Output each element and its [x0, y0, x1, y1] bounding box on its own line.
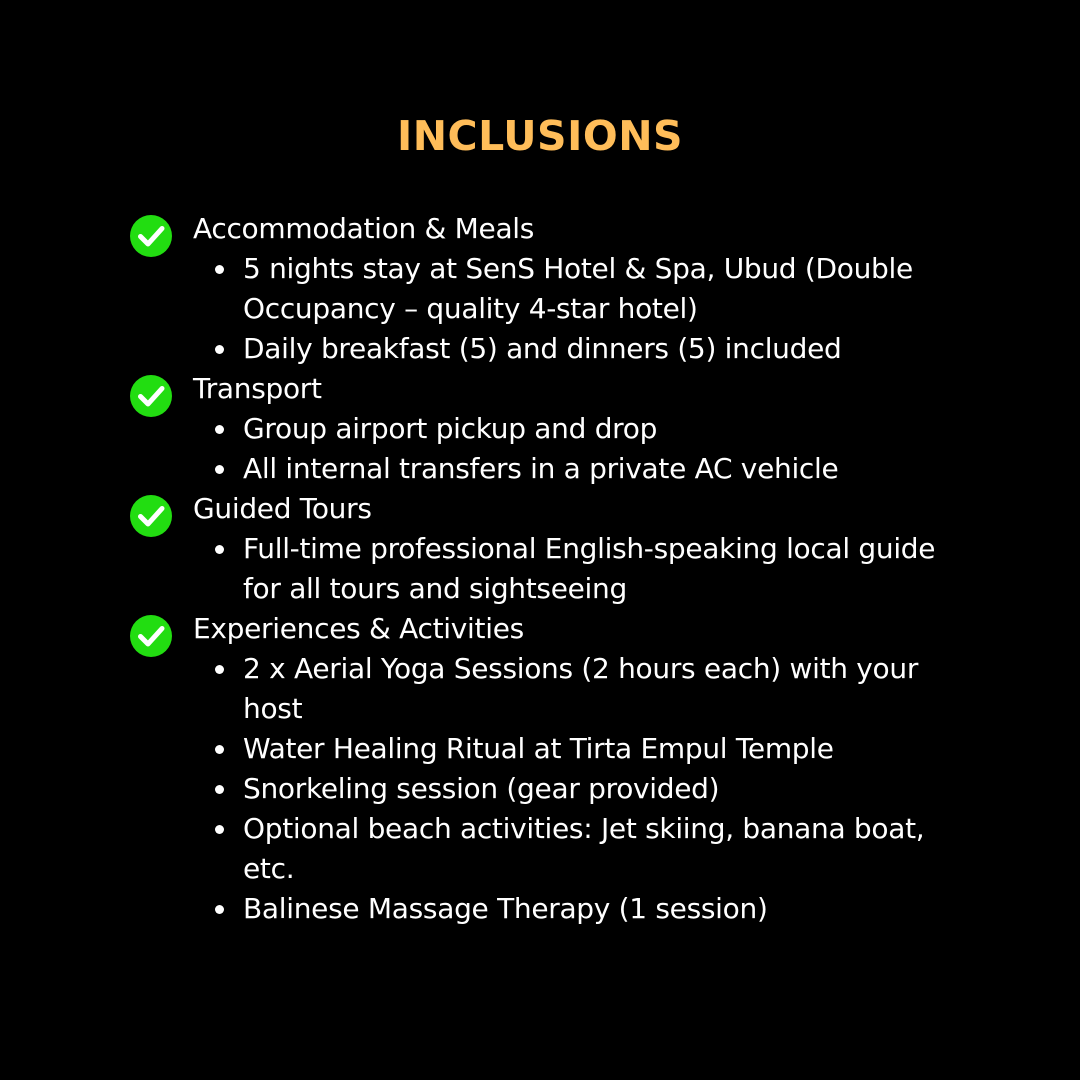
bullet-list [0, 409, 1080, 489]
list-item-text: Water Healing Ritual at Tirta Empul Temple [243, 732, 834, 765]
list-item [0, 889, 1080, 929]
list-item-text: Daily breakfast (5) and dinners (5) included [243, 332, 842, 365]
section-experiences-activities [0, 609, 1080, 929]
list-item [0, 769, 1080, 809]
list-item-text: 5 nights stay at SenS Hotel & Spa, Ubud (Double Occupancy – quality 4-star hotel) [243, 252, 913, 325]
list-item-text: Group airport pickup and drop [243, 412, 658, 445]
list-item-text: All internal transfers in a private AC vehicle [243, 452, 839, 485]
bullet-dot [215, 265, 224, 274]
list-item [0, 529, 1080, 609]
bullet-list [0, 649, 1080, 929]
list-item [0, 329, 1080, 369]
inclusions-list [0, 209, 1080, 929]
section-heading-row [0, 489, 1080, 529]
list-item-text: Snorkeling session (gear provided) [243, 772, 720, 805]
section-heading: Experiences & Activities [193, 612, 524, 645]
section-heading: Accommodation & Meals [193, 212, 535, 245]
list-item [0, 649, 1080, 729]
list-item [0, 809, 1080, 889]
list-item-text: 2 x Aerial Yoga Sessions (2 hours each) with your host [243, 652, 919, 725]
section-heading: Transport [193, 372, 322, 405]
bullet-list [0, 249, 1080, 369]
list-item [0, 729, 1080, 769]
section-transport [0, 369, 1080, 489]
section-heading-row [0, 369, 1080, 409]
bullet-dot [215, 465, 224, 474]
list-item-text: Balinese Massage Therapy (1 session) [243, 892, 768, 925]
section-heading-row [0, 609, 1080, 649]
list-item-text: Full-time professional English-speaking local guide for all tours and sightseeing [243, 532, 936, 605]
bullet-list [0, 529, 1080, 609]
bullet-dot [215, 785, 224, 794]
bullet-dot [215, 425, 224, 434]
section-heading-row [0, 209, 1080, 249]
bullet-dot [215, 545, 224, 554]
list-item [0, 449, 1080, 489]
list-item [0, 249, 1080, 329]
page-title: INCLUSIONS [396, 112, 684, 160]
section-accommodation-meals [0, 209, 1080, 369]
list-item [0, 409, 1080, 449]
bullet-dot [215, 745, 224, 754]
list-item-text: Optional beach activities: Jet skiing, banana boat, etc. [243, 812, 925, 885]
bullet-dot [215, 345, 224, 354]
bullet-dot [215, 825, 224, 834]
bullet-dot [215, 665, 224, 674]
bullet-dot [215, 905, 224, 914]
section-guided-tours [0, 489, 1080, 609]
section-heading: Guided Tours [193, 492, 372, 525]
